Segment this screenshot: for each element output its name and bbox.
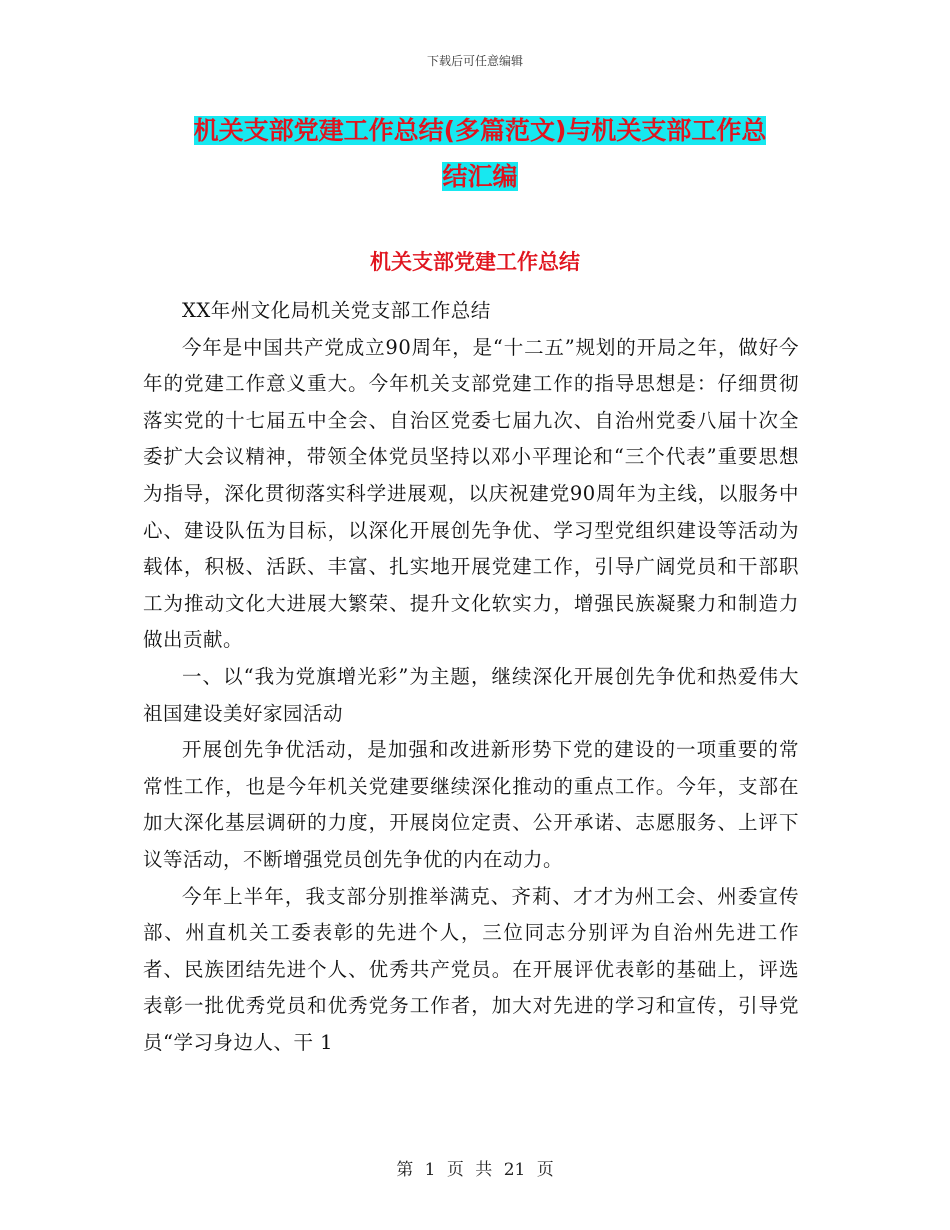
page-footer: 第 1 页 共 21 页 bbox=[396, 1160, 554, 1180]
paragraph: 今年是中国共产党成立90周年，是“十二五”规划的开局之年，做好今年的党建工作意义重大。今年机关支部党建工作的指导思想是：仔细贯彻落实党的十七届五中全会、自治区党委七届九次、自治州党委八届十次全委扩大会议精神，带领全体党员坚持以邓小平理论和“三个代表”重要思想为指导，深化贯彻落实科学进展观，以庆祝建党90周年为主线，以服务中心、建设队伍为目标，以深化开展创先争优、学习型党组织建设等活动为载体，积极、活跃、丰富、扎实地开展党建工作，引导广阔党员和干部职工为推动文化大进展大繁荣、提升文化软实力，增强民族凝聚力和制造力做出贡献。 bbox=[143, 335, 799, 652]
document-title bbox=[140, 108, 820, 200]
section-title: 机关支部党建工作总结 bbox=[370, 250, 580, 274]
paragraph: 开展创先争优活动，是加强和改进新形势下党的建设的一项重要的常常性工作，也是今年机关党建要继续深化推动的重点工作。今年，支部在加大深化基层调研的力度，开展岗位定责、公开承诺、志愿服务、上评下议等活动，不断增强党员创先争优的内在动力。 bbox=[143, 738, 799, 871]
document-title-line-1: 机关支部党建工作总结(多篇范文)与机关支部工作总 bbox=[193, 116, 767, 145]
document-title-line-2: 结汇编 bbox=[442, 162, 518, 191]
paragraph: 今年上半年，我支部分别推举满克、齐莉、才才为州工会、州委宣传部、州直机关工委表彰的先进个人，三位同志分别评为自治州先进工作者、民族团结先进个人、优秀共产党员。在开展评优表彰的基础上，评选表彰一批优秀党员和优秀党务工作者，加大对先进的学习和宣传，引导党员“学习身边人、干 1 bbox=[143, 884, 799, 1054]
paragraph-subtitle: XX年州文化局机关党支部工作总结 bbox=[182, 299, 491, 322]
page-header: 下载后可任意编辑 bbox=[426, 54, 523, 68]
document-body bbox=[143, 293, 799, 1061]
paragraph-heading: 一、以“我为党旗增光彩”为主题，继续深化开展创先争优和热爱伟大祖国建设美好家园活动 bbox=[143, 664, 799, 725]
